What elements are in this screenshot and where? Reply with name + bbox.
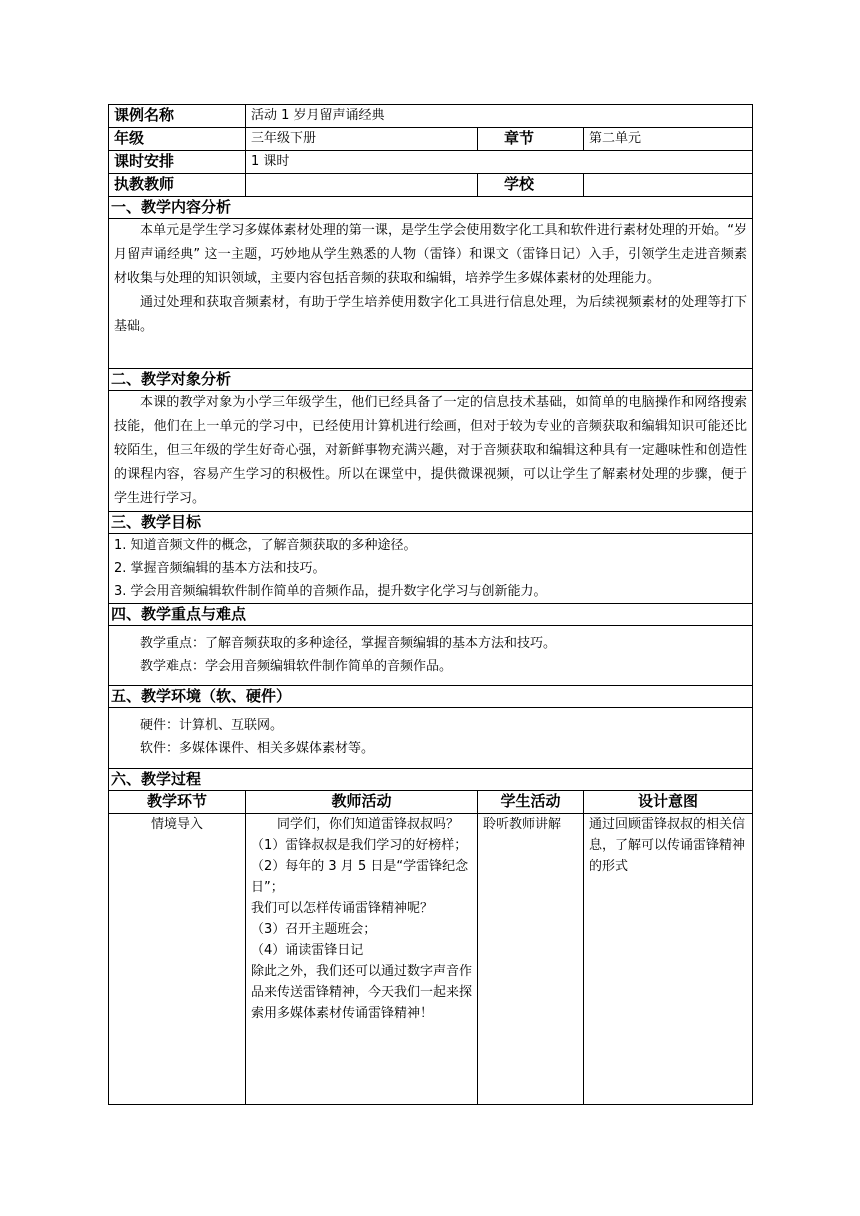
teacher-label: 执教教师 <box>109 174 246 197</box>
teacher-line: （4）诵读雷锋日记 <box>251 943 364 958</box>
teacher-line: 我们可以怎样传诵雷锋精神呢？ <box>251 901 434 916</box>
row-process-header <box>109 791 753 814</box>
row-section-4-title <box>109 604 753 626</box>
section-1-paragraph-2: 通过处理和获取音频素材，有助于学生培养使用数字化工具进行信息处理，为后续视频素材的处理等打下基础。 <box>114 295 748 334</box>
section-2-title: 二、教学对象分析 <box>109 369 753 391</box>
hours-label: 课时安排 <box>109 151 246 174</box>
section-6-title: 六、教学过程 <box>109 769 753 791</box>
row-grade <box>109 128 753 151</box>
section-2-body <box>109 391 753 512</box>
section-3-body <box>109 534 753 604</box>
teacher-line: （2）每年的 3 月 5 日是“学雷锋纪念日”； <box>251 859 469 895</box>
row-section-2-title <box>109 369 753 391</box>
difficulty-text: 教学难点：学会用音频编辑软件制作简单的音频作品。 <box>140 659 453 674</box>
row-section-3-title <box>109 512 753 534</box>
row-section-1-body <box>109 219 753 369</box>
header-stage: 教学环节 <box>109 791 246 814</box>
teacher-value <box>246 174 478 197</box>
teacher-line: 除此之外，我们还可以通过数字声音作品来传送雷锋精神，今天我们一起来探索用多媒体素材传诵雷锋精神！ <box>251 964 473 1021</box>
teacher-line: （3）召开主题班会； <box>251 922 377 937</box>
row-teacher <box>109 174 753 197</box>
row-hours <box>109 151 753 174</box>
lesson-name-label: 课例名称 <box>109 105 246 128</box>
section-1-title: 一、教学内容分析 <box>109 197 753 219</box>
teacher-line: 同学们，你们知道雷锋叔叔吗？ <box>277 817 460 832</box>
design-intent-cell: 通过回顾雷锋叔叔的相关信息，了解可以传诵雷锋精神的形式 <box>584 814 753 1105</box>
section-5-body <box>109 708 753 769</box>
row-section-6-title <box>109 769 753 791</box>
row-section-5-body <box>109 708 753 769</box>
row-lesson-name <box>109 105 753 128</box>
header-design-intent: 设计意图 <box>584 791 753 814</box>
hours-value: 1 课时 <box>246 151 753 174</box>
header-teacher-activity: 教师活动 <box>246 791 478 814</box>
student-activity-cell: 聆听教师讲解 <box>478 814 584 1105</box>
section-2-paragraph: 本课的教学对象为小学三年级学生，他们已经具备了一定的信息技术基础，如简单的电脑操作和网络搜索技能，他们在上一单元的学习中，已经使用计算机进行绘画，但对于较为专业的音频获取和编辑知识可能还比较陌生，但三年级的学生好奇心强，对新鲜事物充满兴趣，对于音频获取和编辑这种具有一定趣味性和创造性的课程内容，容易产生学习的积极性。所以在课堂中，提供微课视频，可以让学生了解素材处理的步骤，便于学生进行学习。 <box>114 395 748 506</box>
grade-value: 三年级下册 <box>246 128 478 151</box>
row-section-3-body <box>109 534 753 604</box>
hardware-text: 硬件：计算机、互联网。 <box>140 718 284 733</box>
section-4-title: 四、教学重点与难点 <box>109 604 753 626</box>
header-student-activity: 学生活动 <box>478 791 584 814</box>
grade-label: 年级 <box>109 128 246 151</box>
school-value <box>584 174 753 197</box>
objective-item: 2. 掌握音频编辑的基本方法和技巧。 <box>114 561 326 576</box>
chapter-value: 第二单元 <box>584 128 753 151</box>
section-1-paragraph-1: 本单元是学生学习多媒体素材处理的第一课，是学生学会使用数字化工具和软件进行素材处理的开始。“岁月留声诵经典” 这一主题，巧妙地从学生熟悉的人物（雷锋）和课文（雷锋日记）入手，引领学生走进音频素材收集与处理的知识领域，主要内容包括音频的获取和编辑，培养学生多媒体素材的处理能力。 <box>114 223 748 286</box>
software-text: 软件：多媒体课件、相关多媒体素材等。 <box>140 741 375 756</box>
row-section-5-title <box>109 686 753 708</box>
school-label: 学校 <box>478 174 584 197</box>
key-point-text: 教学重点：了解音频获取的多种途径，掌握音频编辑的基本方法和技巧。 <box>140 636 557 651</box>
section-4-body <box>109 626 753 686</box>
lesson-name-value: 活动 1 岁月留声诵经典 <box>246 105 753 128</box>
row-section-2-body <box>109 391 753 512</box>
teacher-activity-cell <box>246 814 478 1105</box>
lesson-plan-table <box>108 104 753 1105</box>
section-1-body <box>109 219 753 369</box>
row-process-1 <box>109 814 753 1105</box>
stage-cell: 情境导入 <box>109 814 246 1105</box>
teacher-line: （1）雷锋叔叔是我们学习的好榜样； <box>251 838 468 853</box>
objective-item: 3. 学会用音频编辑软件制作简单的音频作品，提升数字化学习与创新能力。 <box>114 584 547 599</box>
objective-item: 1. 知道音频文件的概念，了解音频获取的多种途径。 <box>114 538 417 553</box>
chapter-label: 章节 <box>478 128 584 151</box>
section-3-title: 三、教学目标 <box>109 512 753 534</box>
row-section-1-title <box>109 197 753 219</box>
section-5-title: 五、教学环境（软、硬件） <box>109 686 753 708</box>
row-section-4-body <box>109 626 753 686</box>
